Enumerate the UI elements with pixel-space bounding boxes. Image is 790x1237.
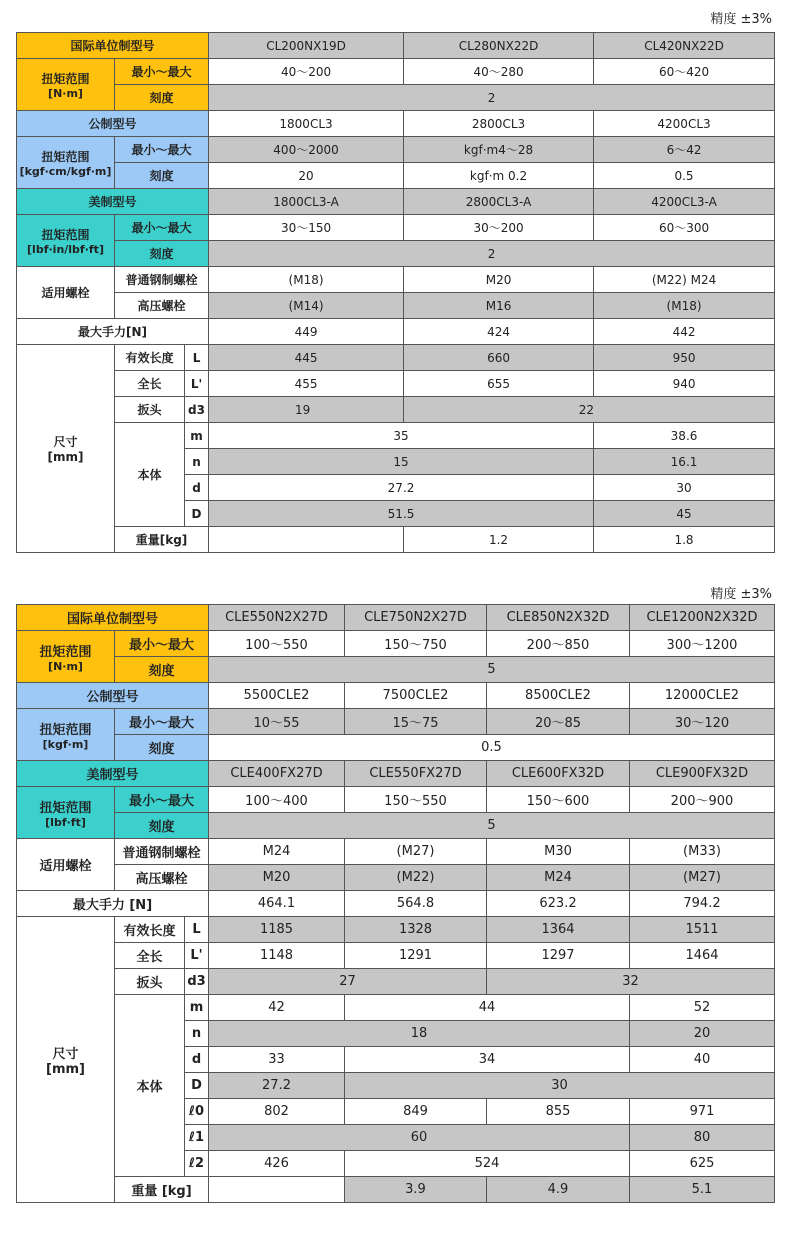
torque-range-label: 扭矩范围 [lbf·in/lbf·ft] <box>17 215 115 267</box>
value-cell: M16 <box>404 293 594 319</box>
dimension-label: 尺寸 [mm] <box>17 345 115 553</box>
row-label: 国际单位制型号 <box>17 605 209 631</box>
model-cell: CLE850N2X32D <box>487 605 630 631</box>
model-cell: 5500CLE2 <box>209 683 345 709</box>
table-row <box>17 631 775 657</box>
table-row <box>17 137 775 163</box>
table-row <box>17 735 775 761</box>
table-row <box>17 943 775 969</box>
head-label: 扳头 <box>115 397 185 423</box>
value-cell: 27.2 <box>209 475 594 501</box>
value-cell: kgf·m4～28 <box>404 137 594 163</box>
value-cell: 1328 <box>345 917 487 943</box>
value-cell: 449 <box>209 319 404 345</box>
precision-note-2: 精度 ±3% <box>710 587 772 602</box>
table-row <box>17 891 775 917</box>
min-max-label: 最小～最大 <box>115 59 209 85</box>
value-cell: 524 <box>345 1151 630 1177</box>
value-cell: 1364 <box>487 917 630 943</box>
model-cell: CLE600FX32D <box>487 761 630 787</box>
value-cell: 60～420 <box>594 59 775 85</box>
value-cell: (M22) M24 <box>594 267 775 293</box>
value-cell: 30～120 <box>630 709 775 735</box>
model-cell: 2800CL3 <box>404 111 594 137</box>
symbol-cell: d3 <box>185 397 209 423</box>
model-cell: 8500CLE2 <box>487 683 630 709</box>
table-row <box>17 813 775 839</box>
table-row <box>17 527 775 553</box>
value-cell: (M27) <box>630 865 775 891</box>
table-row <box>17 787 775 813</box>
value-cell: 442 <box>594 319 775 345</box>
value-cell: 27.2 <box>209 1073 345 1099</box>
row-label: 美制型号 <box>17 761 209 787</box>
torque-range-label: 扭矩范围 [N·m] <box>17 59 115 111</box>
value-cell: 3.9 <box>345 1177 487 1203</box>
model-cell: CLE1200N2X32D <box>630 605 775 631</box>
symbol-cell: D <box>185 1073 209 1099</box>
value-cell: 1.8 <box>594 527 775 553</box>
symbol-cell: ℓ1 <box>185 1125 209 1151</box>
value-cell: kgf·m 0.2 <box>404 163 594 189</box>
model-cell: 7500CLE2 <box>345 683 487 709</box>
value-cell: 2 <box>209 85 775 111</box>
value-cell: (M33) <box>630 839 775 865</box>
row-label: 国际单位制型号 <box>17 33 209 59</box>
model-cell: 4200CL3-A <box>594 189 775 215</box>
symbol-cell: n <box>185 1021 209 1047</box>
model-cell: 2800CL3-A <box>404 189 594 215</box>
value-cell: 30～200 <box>404 215 594 241</box>
value-cell: 564.8 <box>345 891 487 917</box>
table-row <box>17 683 775 709</box>
min-max-label: 最小～最大 <box>115 215 209 241</box>
symbol-cell: m <box>185 423 209 449</box>
table-row <box>17 423 775 449</box>
total-len-label: 全长 <box>115 943 185 969</box>
value-cell: 5.1 <box>630 1177 775 1203</box>
table-row <box>17 293 775 319</box>
bolt-high-label: 高压螺栓 <box>115 293 209 319</box>
value-cell: (M27) <box>345 839 487 865</box>
value-cell: M20 <box>404 267 594 293</box>
table-row <box>17 267 775 293</box>
value-cell: 855 <box>487 1099 630 1125</box>
table-row <box>17 917 775 943</box>
value-cell: (M14) <box>209 293 404 319</box>
value-cell: 80 <box>630 1125 775 1151</box>
max-force-label: 最大手力 [N] <box>17 891 209 917</box>
model-cell: CLE400FX27D <box>209 761 345 787</box>
value-cell: M20 <box>209 865 345 891</box>
bolt-high-label: 高压螺栓 <box>115 865 209 891</box>
value-cell: 445 <box>209 345 404 371</box>
total-len-label: 全长 <box>115 371 185 397</box>
model-cell: 4200CL3 <box>594 111 775 137</box>
dimension-label: 尺寸 [mm] <box>17 917 115 1203</box>
spec-table-1 <box>16 32 775 553</box>
value-cell: 660 <box>404 345 594 371</box>
min-max-label: 最小～最大 <box>115 631 209 657</box>
empty-cell <box>209 527 404 553</box>
min-max-label: 最小～最大 <box>115 137 209 163</box>
bolt-label: 适用螺栓 <box>17 267 115 319</box>
value-cell: 27 <box>209 969 487 995</box>
value-cell: 200～900 <box>630 787 775 813</box>
value-cell: 400～2000 <box>209 137 404 163</box>
value-cell: 40 <box>630 1047 775 1073</box>
torque-range-label: 扭矩范围 [lbf·ft] <box>17 787 115 839</box>
value-cell: (M22) <box>345 865 487 891</box>
precision-note-1: 精度 ±3% <box>710 12 772 27</box>
min-max-label: 最小～最大 <box>115 709 209 735</box>
value-cell: (M18) <box>209 267 404 293</box>
symbol-cell: m <box>185 995 209 1021</box>
row-label: 公制型号 <box>17 683 209 709</box>
value-cell: M30 <box>487 839 630 865</box>
model-cell: 12000CLE2 <box>630 683 775 709</box>
value-cell: 455 <box>209 371 404 397</box>
value-cell: 22 <box>404 397 775 423</box>
table-row <box>17 995 775 1021</box>
table-row <box>17 969 775 995</box>
model-cell: 1800CL3-A <box>209 189 404 215</box>
value-cell: 1291 <box>345 943 487 969</box>
value-cell: 30～150 <box>209 215 404 241</box>
torque-range-label: 扭矩范围 [kgf·cm/kgf·m] <box>17 137 115 189</box>
value-cell: 16.1 <box>594 449 775 475</box>
model-cell: CL280NX22D <box>404 33 594 59</box>
symbol-cell: D <box>185 501 209 527</box>
value-cell: 15 <box>209 449 594 475</box>
value-cell: 623.2 <box>487 891 630 917</box>
value-cell: 33 <box>209 1047 345 1073</box>
table-row <box>17 839 775 865</box>
value-cell: 150～600 <box>487 787 630 813</box>
spec-table-2 <box>16 604 775 1203</box>
value-cell: 940 <box>594 371 775 397</box>
symbol-cell: L' <box>185 943 209 969</box>
value-cell: 150～550 <box>345 787 487 813</box>
table-row <box>17 85 775 111</box>
bolt-label: 适用螺栓 <box>17 839 115 891</box>
value-cell: 1511 <box>630 917 775 943</box>
value-cell: 1464 <box>630 943 775 969</box>
value-cell: 424 <box>404 319 594 345</box>
model-cell: CLE750N2X27D <box>345 605 487 631</box>
max-force-label: 最大手力[N] <box>17 319 209 345</box>
weight-label: 重量 [kg] <box>115 1177 209 1203</box>
eff-len-label: 有效长度 <box>115 345 185 371</box>
value-cell: 4.9 <box>487 1177 630 1203</box>
value-cell: 52 <box>630 995 775 1021</box>
value-cell: 802 <box>209 1099 345 1125</box>
value-cell: 5 <box>209 657 775 683</box>
value-cell: 19 <box>209 397 404 423</box>
table-row <box>17 59 775 85</box>
value-cell: 971 <box>630 1099 775 1125</box>
scale-label: 刻度 <box>115 163 209 189</box>
value-cell: 42 <box>209 995 345 1021</box>
symbol-cell: ℓ2 <box>185 1151 209 1177</box>
value-cell: 150～750 <box>345 631 487 657</box>
table-row <box>17 865 775 891</box>
table-row <box>17 319 775 345</box>
symbol-cell: ℓ0 <box>185 1099 209 1125</box>
row-label: 美制型号 <box>17 189 209 215</box>
symbol-cell: L <box>185 917 209 943</box>
bolt-normal-label: 普通钢制螺栓 <box>115 267 209 293</box>
table-row <box>17 189 775 215</box>
table-row <box>17 163 775 189</box>
table-row <box>17 241 775 267</box>
table-row <box>17 709 775 735</box>
model-cell: 1800CL3 <box>209 111 404 137</box>
value-cell: 20～85 <box>487 709 630 735</box>
scale-label: 刻度 <box>115 85 209 111</box>
value-cell: 51.5 <box>209 501 594 527</box>
value-cell: 45 <box>594 501 775 527</box>
value-cell: 794.2 <box>630 891 775 917</box>
value-cell: 60 <box>209 1125 630 1151</box>
value-cell: 40～200 <box>209 59 404 85</box>
symbol-cell: L <box>185 345 209 371</box>
value-cell: 950 <box>594 345 775 371</box>
value-cell: 5 <box>209 813 775 839</box>
model-cell: CLE550N2X27D <box>209 605 345 631</box>
table-row <box>17 397 775 423</box>
value-cell: 100～400 <box>209 787 345 813</box>
model-cell: CL200NX19D <box>209 33 404 59</box>
value-cell: 1185 <box>209 917 345 943</box>
value-cell: 200～850 <box>487 631 630 657</box>
value-cell: 20 <box>209 163 404 189</box>
value-cell: (M18) <box>594 293 775 319</box>
value-cell: 40～280 <box>404 59 594 85</box>
model-cell: CLE550FX27D <box>345 761 487 787</box>
value-cell: 1.2 <box>404 527 594 553</box>
eff-len-label: 有效长度 <box>115 917 185 943</box>
value-cell: 32 <box>487 969 775 995</box>
value-cell: 30 <box>594 475 775 501</box>
row-label: 公制型号 <box>17 111 209 137</box>
value-cell: 426 <box>209 1151 345 1177</box>
symbol-cell: n <box>185 449 209 475</box>
empty-cell <box>209 1177 345 1203</box>
weight-label: 重量[kg] <box>115 527 209 553</box>
torque-range-label: 扭矩范围 [N·m] <box>17 631 115 683</box>
value-cell: 0.5 <box>209 735 775 761</box>
body-label: 本体 <box>115 995 185 1177</box>
value-cell: 464.1 <box>209 891 345 917</box>
symbol-cell: d <box>185 1047 209 1073</box>
value-cell: 44 <box>345 995 630 1021</box>
bolt-normal-label: 普通钢制螺栓 <box>115 839 209 865</box>
table-row <box>17 111 775 137</box>
value-cell: 20 <box>630 1021 775 1047</box>
value-cell: 300～1200 <box>630 631 775 657</box>
value-cell: 625 <box>630 1151 775 1177</box>
table-row <box>17 605 775 631</box>
table-row <box>17 345 775 371</box>
model-cell: CLE900FX32D <box>630 761 775 787</box>
value-cell: 1148 <box>209 943 345 969</box>
value-cell: 34 <box>345 1047 630 1073</box>
value-cell: M24 <box>487 865 630 891</box>
table-row <box>17 657 775 683</box>
table-row <box>17 761 775 787</box>
table-row <box>17 33 775 59</box>
torque-range-label: 扭矩范围 [kgf·m] <box>17 709 115 761</box>
scale-label: 刻度 <box>115 657 209 683</box>
value-cell: 6～42 <box>594 137 775 163</box>
value-cell: 10～55 <box>209 709 345 735</box>
scale-label: 刻度 <box>115 813 209 839</box>
value-cell: 2 <box>209 241 775 267</box>
min-max-label: 最小～最大 <box>115 787 209 813</box>
value-cell: M24 <box>209 839 345 865</box>
table-row <box>17 371 775 397</box>
value-cell: 60～300 <box>594 215 775 241</box>
model-cell: CL420NX22D <box>594 33 775 59</box>
head-label: 扳头 <box>115 969 185 995</box>
scale-label: 刻度 <box>115 241 209 267</box>
scale-label: 刻度 <box>115 735 209 761</box>
value-cell: 38.6 <box>594 423 775 449</box>
value-cell: 0.5 <box>594 163 775 189</box>
value-cell: 18 <box>209 1021 630 1047</box>
value-cell: 15～75 <box>345 709 487 735</box>
table-row <box>17 1177 775 1203</box>
symbol-cell: d3 <box>185 969 209 995</box>
body-label: 本体 <box>115 423 185 527</box>
value-cell: 35 <box>209 423 594 449</box>
value-cell: 849 <box>345 1099 487 1125</box>
symbol-cell: d <box>185 475 209 501</box>
table-row <box>17 215 775 241</box>
value-cell: 1297 <box>487 943 630 969</box>
value-cell: 30 <box>345 1073 775 1099</box>
symbol-cell: L' <box>185 371 209 397</box>
value-cell: 100～550 <box>209 631 345 657</box>
value-cell: 655 <box>404 371 594 397</box>
